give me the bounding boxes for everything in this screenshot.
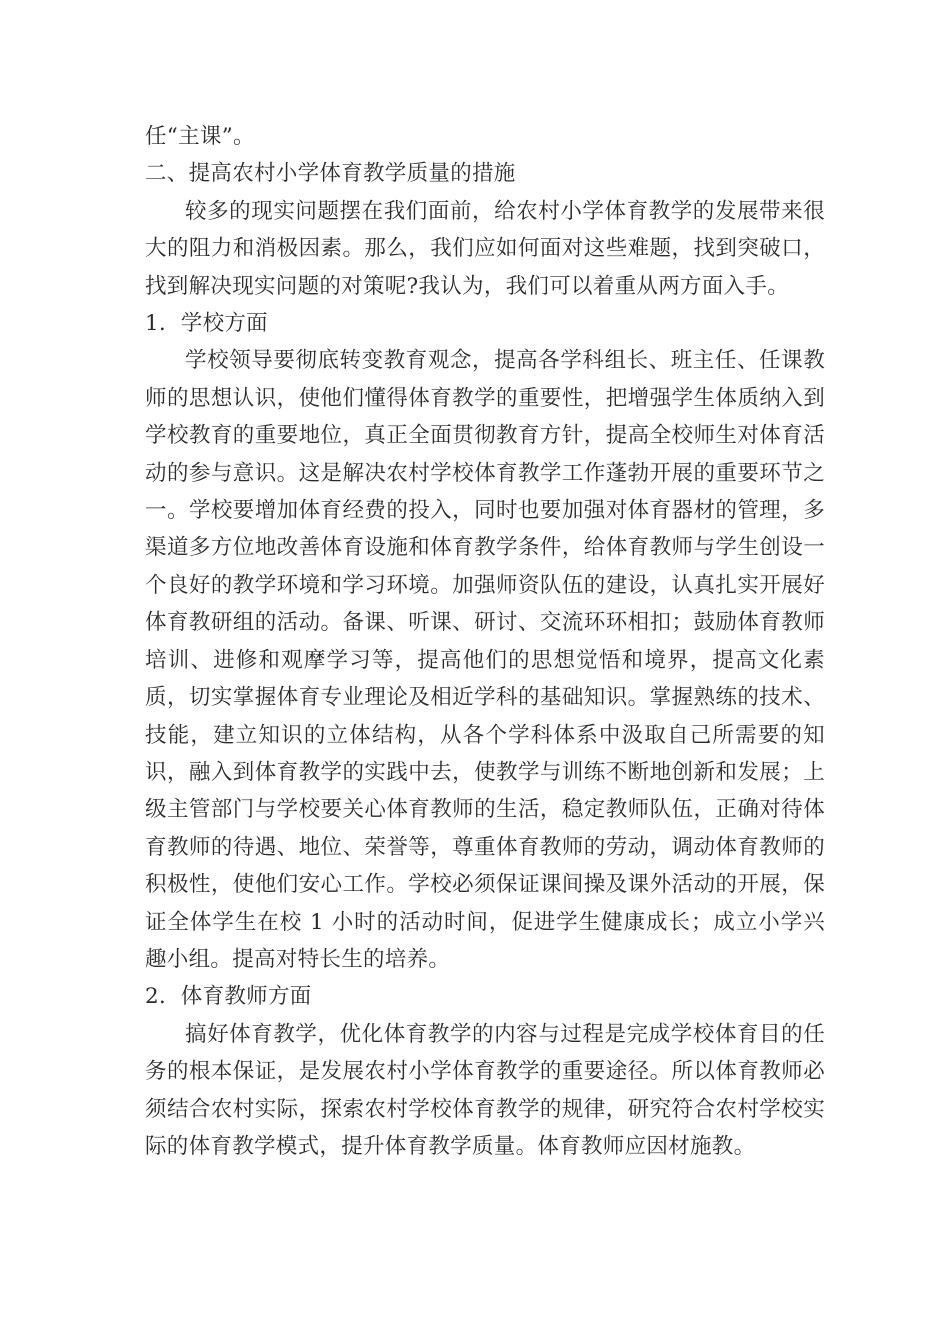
subsection-paragraph-teacher: 搞好体育教学，优化体育教学的内容与过程是完成学校体育目的任务的根本保证，是发展农村小学体育教学的重要途径。所以体育教师必须结合农村实际，探索农村学校体育教学的规律，研究符合农村学校实际的体育教学模式，提升体育教学质量。体育教师应因材施教。 — [145, 1021, 825, 1159]
section-heading: 二、提高农村小学体育教学质量的措施 — [145, 161, 516, 187]
continuation-text: 任“主课”。 — [145, 124, 255, 149]
subsection-heading-school: 1．学校方面 — [145, 311, 268, 337]
document-page — [145, 118, 825, 1165]
intro-paragraph: 较多的现实问题摆在我们面前，给农村小学体育教学的发展带来很大的阻力和消极因素。那么，我们应如何面对这些难题，找到突破口，找到解决现实问题的对策呢?我认为，我们可以着重从两方面入手。 — [145, 198, 825, 299]
subsection-paragraph-school: 学校领导要彻底转变教育观念，提高各学科组长、班主任、任课教师的思想认识，使他们懂得体育教学的重要性，把增强学生体质纳入到学校教育的重要地位，真正全面贯彻教育方针，提高全校师生对体育活动的参与意识。这是解决农村学校体育教学工作蓬勃开展的重要环节之一。学校要增加体育经费的投入，同时也要加强对体育器材的管理，多渠道多方位地改善体育设施和体育教学条件，给体育教师与学生创设一个良好的教学环境和学习环境。加强师资队伍的建设，认真扎实开展好体育教研组的活动。备课、听课、研讨、交流环环相扣；鼓励体育教师培训、进修和观摩学习等，提高他们的思想觉悟和境界，提高文化素质，切实掌握体育专业理论及相近学科的基础知识。掌握熟练的技术、技能，建立知识的立体结构，从各个学科体系中汲取自己所需要的知识，融入到体育教学的实践中去，使教学与训练不断地创新和发展；上级主管部门与学校要关心体育教师的生活，稳定教师队伍，正确对待体育教师的待遇、地位、荣誉等，尊重体育教师的劳动，调动体育教师的积极性，使他们安心工作。学校必须保证课间操及课外活动的开展，保证全体学生在校 1 小时的活动时间，促进学生健康成长；成立小学兴趣小组。提高对特长生的培养。 — [145, 348, 825, 972]
subsection-heading-teacher: 2．体育教师方面 — [145, 984, 312, 1010]
